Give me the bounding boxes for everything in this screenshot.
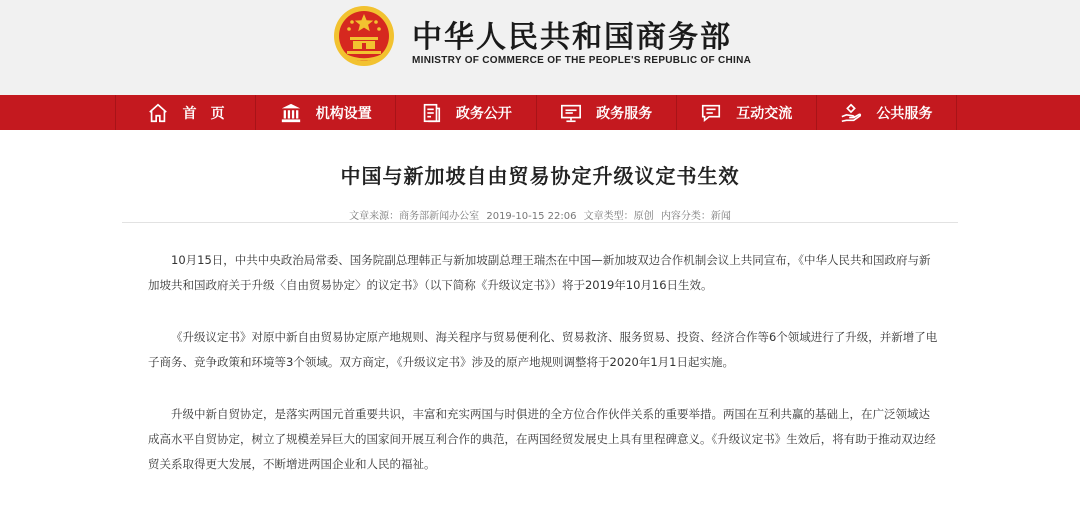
title-divider bbox=[122, 222, 958, 223]
chat-icon bbox=[700, 102, 722, 124]
main-nav bbox=[0, 95, 1080, 130]
nav-label: 政务公开 bbox=[455, 105, 512, 122]
nav-label: 机构设置 bbox=[315, 105, 372, 122]
article-source: 文章来源：商务部新闻办公室 bbox=[349, 211, 480, 222]
article-category: 内容分类：新闻 bbox=[660, 211, 731, 222]
national-emblem-icon[interactable] bbox=[333, 5, 395, 67]
site-header bbox=[0, 0, 1080, 95]
nav-label: 互动交流 bbox=[736, 105, 793, 122]
nav-item-government-affairs[interactable] bbox=[396, 95, 536, 130]
nav-item-interaction[interactable] bbox=[677, 95, 817, 130]
nav-label: 公共服务 bbox=[876, 105, 933, 122]
nav-label: 政务服务 bbox=[596, 105, 653, 122]
nav-item-public-services[interactable] bbox=[817, 95, 957, 130]
hand-service-icon bbox=[840, 102, 862, 124]
article-date: 2019-10-15 22:06 bbox=[486, 211, 577, 222]
article-meta bbox=[0, 207, 1080, 222]
nav-label: 首 页 bbox=[182, 105, 225, 122]
article-paragraph: 升级中新自贸协定，是落实两国元首重要共识，丰富和充实两国与时俱进的全方位合作伙伴关系的重要举措。两国在互利共赢的基础上，在广泛领域达成高水平自贸协定，树立了规模差异巨大的国家间开展互利合作的典范，在两国经贸发展史上具有里程碑意义。《升级议定书》生效后，将有助于推动双边经贸关系取得更大发展，不断增进两国企业和人民的福祉。 bbox=[148, 407, 936, 471]
monitor-icon bbox=[560, 102, 582, 124]
article-paragraph: 《升级议定书》对原中新自由贸易协定原产地规则、海关程序与贸易便利化、贸易救济、服务贸易、投资、经济合作等6个领域进行了升级，并新增了电子商务、竞争政策和环境等3个领域。双方商定，《升级议定书》涉及的原产地规则调整将于2020年1月1日起实施。 bbox=[148, 330, 938, 369]
article-type: 文章类型：原创 bbox=[583, 211, 654, 222]
home-icon bbox=[147, 102, 169, 124]
institution-icon bbox=[280, 102, 302, 124]
nav-item-institutions[interactable] bbox=[256, 95, 396, 130]
document-icon bbox=[420, 102, 442, 124]
article-title: 中国与新加坡自由贸易协定升级议定书生效 bbox=[340, 164, 740, 188]
ministry-title-english: MINISTRY OF COMMERCE OF THE PEOPLE'S REPUBLIC OF CHINA bbox=[412, 55, 752, 66]
article-paragraph: 10月15日，中共中央政治局常委、国务院副总理韩正与新加坡副总理王瑞杰在中国—新加坡双边合作机制会议上共同宣布，《中华人民共和国政府与新加坡共和国政府关于升级〈自由贸易协定〉的议定书》（以下简称《升级议定书》）将于2019年10月16日生效。 bbox=[148, 253, 931, 292]
ministry-title[interactable]: 中华人民共和国商务部 bbox=[412, 20, 732, 55]
nav-item-government-services[interactable] bbox=[537, 95, 677, 130]
nav-item-home[interactable] bbox=[115, 95, 256, 130]
